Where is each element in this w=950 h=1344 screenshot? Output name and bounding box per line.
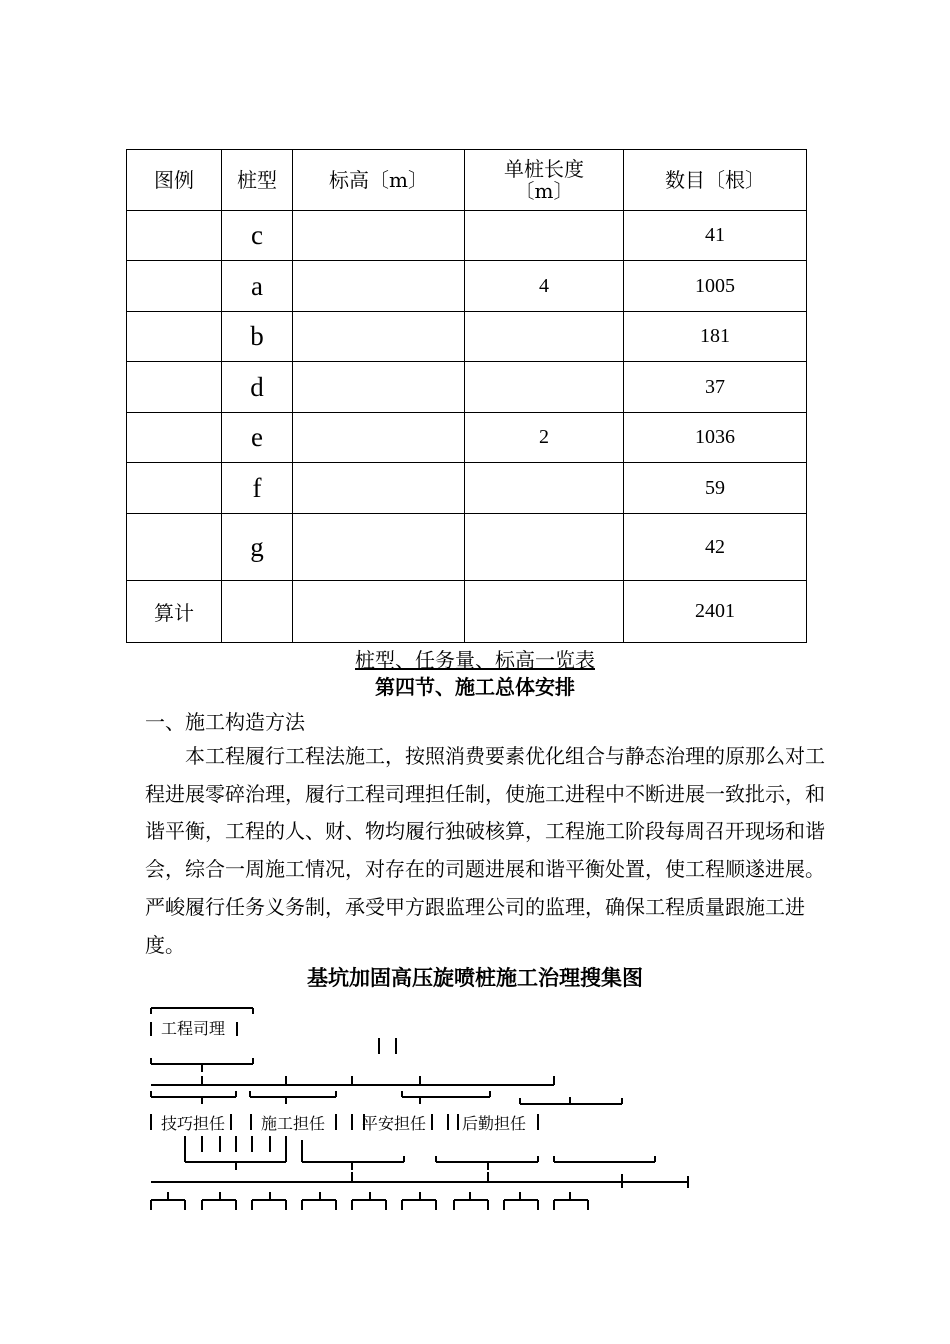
cell-legend bbox=[127, 211, 222, 261]
cell-total-elevation bbox=[293, 581, 465, 643]
table-row bbox=[127, 312, 807, 362]
cell-elevation bbox=[293, 362, 465, 413]
table-row bbox=[127, 463, 807, 514]
table-row bbox=[127, 413, 807, 463]
top-box-lines bbox=[151, 1008, 253, 1072]
org-chart-lines bbox=[151, 1008, 688, 1210]
cell-pile-type: b bbox=[222, 312, 293, 362]
org-chart bbox=[140, 1000, 700, 1215]
cell-legend bbox=[127, 312, 222, 362]
cell-elevation bbox=[293, 514, 465, 581]
header-count: 数目〔根〕 bbox=[624, 150, 807, 211]
bottom-boxes bbox=[151, 1192, 588, 1210]
cell-total-length bbox=[465, 581, 624, 643]
org-node-safety: 平安担任 bbox=[362, 1116, 427, 1133]
cell-legend bbox=[127, 362, 222, 413]
cell-count: 42 bbox=[624, 514, 807, 581]
body-paragraph: 本工程履行工程法施工，按照消费要素优化组合与静态治理的原那么对工程进展零碎治理，履行工程司理担任制，使施工进程中不断进展一致批示，和谐平衡，工程的人、财、物均履行独破核算，工程施工阶段每周召开现场和谐会，综合一周施工情况，对存在的司题进展和谐平衡处置，使工程顺遂进展。严峻履行任务义务制，承受甲方跟监理公司的监理，确保工程质量跟施工进度。 bbox=[145, 744, 825, 957]
cell-pile-type: c bbox=[222, 211, 293, 261]
cell-length bbox=[465, 514, 624, 581]
cell-count: 37 bbox=[624, 362, 807, 413]
table-row bbox=[127, 211, 807, 261]
cell-elevation bbox=[293, 463, 465, 514]
cell-pile-type: g bbox=[222, 514, 293, 581]
cell-total-count: 2401 bbox=[624, 581, 807, 643]
cell-length bbox=[465, 463, 624, 514]
header-legend: 图例 bbox=[127, 150, 222, 211]
cell-count: 41 bbox=[624, 211, 807, 261]
header-pile-length-line1: 单桩长度 bbox=[504, 157, 584, 181]
cell-pile-type: a bbox=[222, 261, 293, 312]
technical-subtree bbox=[185, 1136, 286, 1170]
header-pile-type: 桩型 bbox=[222, 150, 293, 211]
logistics-subtree bbox=[554, 1156, 655, 1162]
cell-pile-type: d bbox=[222, 362, 293, 413]
level2-box-tops bbox=[151, 1091, 622, 1104]
cell-length bbox=[465, 362, 624, 413]
org-node-manager: 工程司理 bbox=[161, 1021, 226, 1038]
table-row bbox=[127, 362, 807, 413]
cell-length bbox=[465, 211, 624, 261]
cell-length: 2 bbox=[465, 413, 624, 463]
cell-count: 1005 bbox=[624, 261, 807, 312]
cell-elevation bbox=[293, 211, 465, 261]
org-node-logistics: 后勤担任 bbox=[462, 1116, 527, 1133]
table-total-row bbox=[127, 581, 807, 643]
cell-count: 59 bbox=[624, 463, 807, 514]
header-elevation: 标高〔m〕 bbox=[293, 150, 465, 211]
org-node-technical: 技巧担任 bbox=[161, 1116, 226, 1133]
cell-total-label: 算计 bbox=[127, 581, 222, 643]
cell-length: 4 bbox=[465, 261, 624, 312]
header-pile-length-line2: 〔m〕 bbox=[514, 179, 574, 203]
safety-subtree bbox=[436, 1156, 538, 1170]
table-caption-text: 桩型、任务量、标高一览表 bbox=[355, 648, 595, 672]
cell-elevation bbox=[293, 312, 465, 362]
table-caption bbox=[0, 644, 950, 673]
cell-length bbox=[465, 312, 624, 362]
stray-marks bbox=[379, 1038, 396, 1054]
table-header-row bbox=[127, 150, 807, 211]
cell-total-type bbox=[222, 581, 293, 643]
cell-pile-type: f bbox=[222, 463, 293, 514]
table-row bbox=[127, 514, 807, 581]
bus-line bbox=[151, 1076, 554, 1085]
cell-legend bbox=[127, 463, 222, 514]
construction-subtree bbox=[302, 1140, 404, 1170]
section-title: 第四节、施工总体安排 bbox=[375, 675, 575, 699]
cell-elevation bbox=[293, 413, 465, 463]
cell-elevation bbox=[293, 261, 465, 312]
cell-legend bbox=[127, 514, 222, 581]
cell-legend bbox=[127, 413, 222, 463]
bottom-bus bbox=[151, 1172, 688, 1188]
org-node-construction: 施工担任 bbox=[261, 1116, 326, 1133]
cell-count: 181 bbox=[624, 312, 807, 362]
pile-summary-table bbox=[126, 149, 807, 643]
cell-pile-type: e bbox=[222, 413, 293, 463]
header-pile-length bbox=[465, 150, 624, 211]
cell-count: 1036 bbox=[624, 413, 807, 463]
table-row bbox=[127, 261, 807, 312]
cell-legend bbox=[127, 261, 222, 312]
org-chart-title: 基坑加固高压旋喷桩施工治理搜集图 bbox=[307, 965, 643, 990]
subheading: 一、施工构造方法 bbox=[145, 710, 305, 734]
